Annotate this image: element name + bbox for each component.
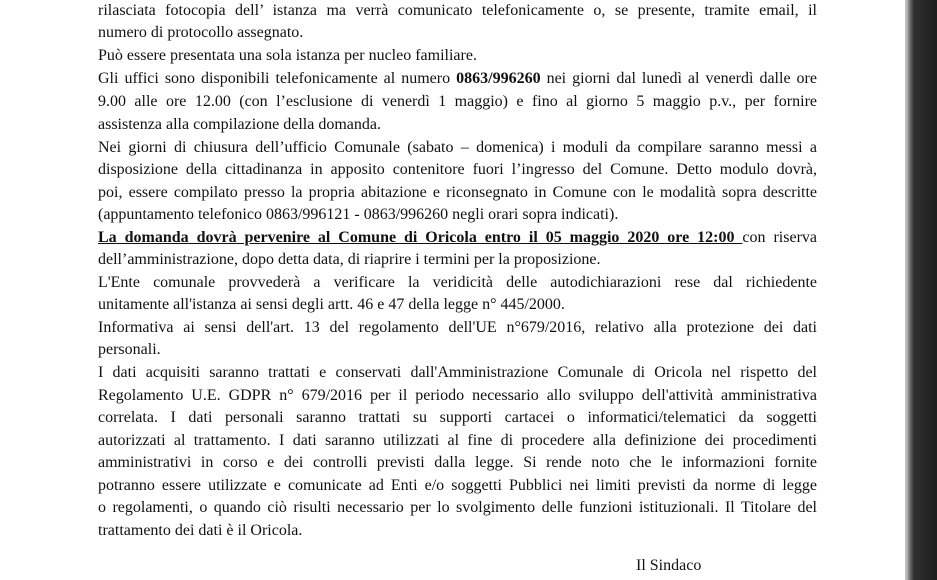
signature: Il Sindaco — [636, 557, 702, 574]
text-line: dell’amministrazione, dopo detta data, di riaprire i termini per la proposizione. — [98, 251, 601, 268]
text-line: Nei giorni di chiusura dell’ufficio Comunale (sabato – domenica) i moduli da compilare saranno messi a — [98, 139, 817, 156]
text-line: disposizione della cittadinanza in apposito contenitore fuori l’ingresso del Comune. Detto modulo dovrà, — [98, 161, 817, 178]
text-line: poi, essere compilato presso la propria abitazione e riconsegnato in Comune con le modalità sopra descritte — [98, 184, 817, 201]
text-line: correlata. I dati personali saranno trattati su supporti cartacei o informatici/telematici da soggetti — [98, 409, 817, 426]
text-line: o regolamenti, o quando ciò risulti necessario per lo svolgimento delle funzioni istituzionali. Il Titolare del — [98, 499, 817, 516]
text-line: trattamento dei dati è il Oricola. — [98, 522, 303, 539]
text-line: L'Ente comunale provvederà a verificare la veridicità delle autodichiarazioni rese dal richiedente — [98, 274, 817, 291]
text-line: personali. — [98, 341, 161, 358]
deadline-text: La domanda dovrà pervenire al Comune di Oricola entro il 05 maggio 2020 ore 12:00 — [98, 229, 743, 246]
text-line: assistenza alla compilazione della domanda. — [98, 116, 381, 133]
text-line: Può essere presentata una sola istanza per nucleo familiare. — [98, 47, 477, 64]
text-line: rilasciata fotocopia dell’ istanza ma verrà comunicato telefonicamente o, se presente, tramite email, il — [98, 2, 817, 19]
text-line: potranno essere utilizzate e comunicate ad Enti e/o soggetti Pubblici nei limiti previsti da norme di legge — [98, 477, 817, 494]
text-line: 9.00 alle ore 12.00 (con l’esclusione di venerdì 1 maggio) e fino al giorno 5 maggio p.v., per fornire — [98, 93, 817, 110]
text-line: Regolamento U.E. GDPR n° 679/2016 per il periodo necessario allo sviluppo dell'attività amministrativa — [98, 387, 817, 404]
text-line: amministrativi in corso e dei controlli previsti dalla legge. Si rende noto che le informazioni fornite — [98, 454, 817, 471]
text-line: I dati acquisiti saranno trattati e conservati dall'Amministrazione Comunale di Oricola nel rispetto del — [98, 364, 817, 381]
phone-number: 0863/996260 — [456, 70, 541, 87]
text-line: Informativa ai sensi dell'art. 13 del regolamento dell'UE n°679/2016, relativo alla protezione dei dati — [98, 319, 817, 336]
text-line: unitamente all'istanza ai sensi degli artt. 46 e 47 della legge n° 445/2000. — [98, 296, 565, 313]
text-line: Gli uffici sono disponibili telefonicamente al numero 0863/996260 nei giorni dal lunedì al venerdì dalle ore — [98, 70, 817, 87]
text-line: autorizzati al trattamento. I dati saranno utilizzati al fine di procedere alla definizione dei procedimenti — [98, 432, 817, 449]
window-edge — [905, 0, 937, 580]
text-line: (appuntamento telefonico 0863/996121 - 0863/996260 negli orari sopra indicati). — [98, 206, 619, 223]
text-line: numero di protocollo assegnato. — [98, 24, 304, 41]
deadline-line: La domanda dovrà pervenire al Comune di Oricola entro il 05 maggio 2020 ore 12:00 con riserva — [98, 229, 817, 246]
